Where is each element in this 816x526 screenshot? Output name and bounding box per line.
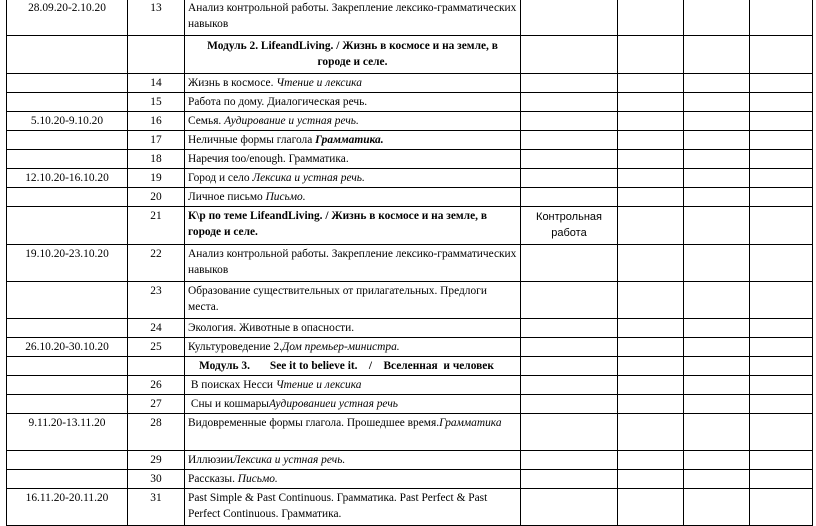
topic-activity: Чтение и лексика — [275, 379, 362, 391]
empty-cell — [618, 319, 684, 338]
topic-text: Рассказы. — [188, 473, 238, 485]
empty-cell — [684, 489, 750, 526]
lesson-number-cell: 20 — [128, 188, 185, 207]
empty-cell — [618, 357, 684, 376]
empty-cell — [750, 357, 813, 376]
topic-text: Анализ контрольной работы. Закрепление лексико-грамматических навыков — [188, 2, 517, 30]
topic-text: Анализ контрольной работы. Закрепление лексико-грамматических навыков — [188, 248, 517, 276]
lesson-number-cell: 30 — [128, 470, 185, 489]
control-cell — [521, 188, 618, 207]
empty-cell — [684, 74, 750, 93]
topic-cell — [185, 169, 521, 188]
topic-text: Иллюзии — [188, 454, 233, 466]
empty-cell — [684, 150, 750, 169]
empty-cell — [750, 489, 813, 526]
empty-cell — [750, 0, 813, 36]
empty-cell — [128, 36, 185, 74]
topic-cell — [185, 338, 521, 357]
control-cell — [521, 74, 618, 93]
topic-text: Экология. Животные в опасности. — [188, 322, 355, 334]
empty-cell — [750, 245, 813, 282]
empty-cell — [618, 150, 684, 169]
topic-text: Наречия too/enough. Грамматика. — [188, 153, 349, 165]
control-cell — [521, 150, 618, 169]
empty-cell — [618, 489, 684, 526]
control-cell — [521, 93, 618, 112]
empty-cell — [750, 470, 813, 489]
topic-activity: Лексика и устная речь. — [232, 454, 346, 466]
topic-activity: Лексика и устная речь. — [252, 172, 365, 184]
empty-cell — [750, 376, 813, 395]
topic-cell — [185, 319, 521, 338]
lesson-number-cell: 13 — [128, 0, 185, 36]
control-cell — [521, 282, 618, 319]
empty-cell — [684, 414, 750, 451]
empty-cell — [750, 188, 813, 207]
date-cell: 26.10.20-30.10.20 — [7, 338, 128, 357]
empty-cell — [618, 93, 684, 112]
table-row — [7, 470, 813, 489]
topic-cell — [185, 188, 521, 207]
lesson-number-cell: 19 — [128, 169, 185, 188]
empty-cell — [618, 0, 684, 36]
control-cell — [521, 338, 618, 357]
lesson-number-cell: 17 — [128, 131, 185, 150]
topic-text: Сны и кошмары — [188, 398, 269, 410]
lesson-number-cell: 21 — [128, 207, 185, 245]
empty-cell — [684, 207, 750, 245]
date-cell — [7, 470, 128, 489]
empty-cell — [750, 282, 813, 319]
control-cell — [521, 245, 618, 282]
table-row — [7, 376, 813, 395]
table-row — [7, 319, 813, 338]
topic-text: Жизнь в космосе. — [188, 77, 277, 89]
empty-cell — [684, 282, 750, 319]
empty-cell — [684, 131, 750, 150]
empty-cell — [618, 414, 684, 451]
control-cell — [521, 376, 618, 395]
lesson-plan-table — [6, 0, 813, 526]
topic-text: Город и село — [188, 172, 253, 184]
empty-cell — [750, 414, 813, 451]
topic-activity: Грамматика — [439, 417, 502, 429]
empty-cell — [618, 245, 684, 282]
topic-cell — [185, 489, 521, 526]
empty-cell — [684, 376, 750, 395]
topic-text: Культуроведение 2. — [188, 341, 282, 353]
topic-activity: Письмо. — [237, 473, 278, 485]
empty-cell — [618, 282, 684, 319]
date-cell — [7, 207, 128, 245]
table-row — [7, 338, 813, 357]
empty-cell — [618, 112, 684, 131]
topic-activity: Аудированиеи устная речь — [268, 398, 398, 410]
date-cell — [7, 395, 128, 414]
control-type-cell: Контрольная работа — [521, 207, 618, 245]
topic-text: Работа по дому. Диалогическая речь. — [188, 96, 368, 108]
module-title: Модуль 2. LifeandLiving. / Жизнь в космосе и на земле, в городе и селе. — [185, 36, 521, 74]
module-row — [7, 357, 813, 376]
date-cell — [7, 188, 128, 207]
empty-cell — [750, 338, 813, 357]
topic-text: Видовременные формы глагола. Прошедшее время. — [188, 417, 440, 429]
control-cell — [521, 319, 618, 338]
empty-cell — [684, 357, 750, 376]
empty-cell — [684, 169, 750, 188]
topic-cell — [185, 282, 521, 319]
empty-cell — [750, 150, 813, 169]
empty-cell — [684, 451, 750, 470]
lesson-number-cell: 23 — [128, 282, 185, 319]
lesson-number-cell: 24 — [128, 319, 185, 338]
topic-cell — [185, 451, 521, 470]
topic-cell — [185, 93, 521, 112]
control-cell — [521, 131, 618, 150]
topic-cell — [185, 74, 521, 93]
control-cell — [521, 489, 618, 526]
lesson-number-cell: 18 — [128, 150, 185, 169]
date-cell: 19.10.20-23.10.20 — [7, 245, 128, 282]
empty-cell — [7, 36, 128, 74]
control-cell — [521, 112, 618, 131]
empty-cell — [684, 0, 750, 36]
table-row — [7, 245, 813, 282]
topic-cell — [185, 131, 521, 150]
date-cell: 9.11.20-13.11.20 — [7, 414, 128, 451]
table-row — [7, 282, 813, 319]
control-cell — [521, 395, 618, 414]
empty-cell — [684, 112, 750, 131]
lesson-number-cell: 22 — [128, 245, 185, 282]
empty-cell — [521, 36, 618, 74]
lesson-number-cell: 16 — [128, 112, 185, 131]
table-row — [7, 188, 813, 207]
topic-text: Неличные формы глагола — [188, 134, 316, 146]
empty-cell — [750, 112, 813, 131]
empty-cell — [750, 319, 813, 338]
date-cell — [7, 150, 128, 169]
date-cell: 12.10.20-16.10.20 — [7, 169, 128, 188]
topic-text: Семья. — [188, 115, 225, 127]
date-cell: 28.09.20-2.10.20 — [7, 0, 128, 36]
module-row — [7, 36, 813, 74]
empty-cell — [684, 395, 750, 414]
empty-cell — [7, 357, 128, 376]
empty-cell — [521, 357, 618, 376]
table-row — [7, 489, 813, 526]
topic-cell — [185, 470, 521, 489]
empty-cell — [618, 131, 684, 150]
control-cell — [521, 414, 618, 451]
topic-cell — [185, 414, 521, 451]
topic-text: Past Simple & Past Continuous. Грамматика. Past Perfect & Past Perfect Continuous. Грамматика. — [188, 492, 488, 520]
empty-cell — [750, 93, 813, 112]
topic-activity: Письмо. — [265, 191, 306, 203]
empty-cell — [684, 36, 750, 74]
date-cell — [7, 451, 128, 470]
lesson-number-cell: 28 — [128, 414, 185, 451]
table-row — [7, 451, 813, 470]
empty-cell — [684, 338, 750, 357]
lesson-number-cell: 15 — [128, 93, 185, 112]
topic-text: Личное письмо — [188, 191, 266, 203]
table-row — [7, 74, 813, 93]
table-row — [7, 169, 813, 188]
empty-cell — [750, 169, 813, 188]
date-cell: 16.11.20-20.11.20 — [7, 489, 128, 526]
table-row — [7, 414, 813, 451]
topic-cell — [185, 150, 521, 169]
lesson-number-cell: 26 — [128, 376, 185, 395]
empty-cell — [684, 245, 750, 282]
empty-cell — [684, 470, 750, 489]
date-cell — [7, 319, 128, 338]
topic-cell — [185, 0, 521, 36]
empty-cell — [750, 131, 813, 150]
lesson-number-cell: 27 — [128, 395, 185, 414]
empty-cell — [618, 376, 684, 395]
topic-text: Образование существительных от прилагательных. Предлоги места. — [188, 285, 487, 313]
topic-cell — [185, 245, 521, 282]
control-cell — [521, 451, 618, 470]
control-cell — [521, 470, 618, 489]
lesson-number-cell: 29 — [128, 451, 185, 470]
empty-cell — [128, 357, 185, 376]
date-cell — [7, 282, 128, 319]
empty-cell — [618, 188, 684, 207]
empty-cell — [684, 188, 750, 207]
empty-cell — [684, 93, 750, 112]
empty-cell — [750, 451, 813, 470]
topic-activity: Грамматика. — [315, 134, 384, 146]
topic-cell — [185, 112, 521, 131]
empty-cell — [618, 470, 684, 489]
table-row — [7, 131, 813, 150]
table-row — [7, 0, 813, 36]
topic-activity: Дом премьер-министра. — [282, 341, 400, 353]
topic-activity: Чтение и лексика — [276, 77, 362, 89]
empty-cell — [618, 36, 684, 74]
empty-cell — [750, 36, 813, 74]
empty-cell — [750, 395, 813, 414]
test-topic-cell: К\р по теме LifeandLiving. / Жизнь в космосе и на земле, в городе и селе. — [185, 207, 521, 245]
topic-cell — [185, 376, 521, 395]
table-row — [7, 93, 813, 112]
control-cell — [521, 169, 618, 188]
table-row — [7, 150, 813, 169]
empty-cell — [618, 338, 684, 357]
topic-cell — [185, 395, 521, 414]
date-cell — [7, 74, 128, 93]
empty-cell — [750, 207, 813, 245]
date-cell — [7, 93, 128, 112]
table-row — [7, 395, 813, 414]
lesson-number-cell: 31 — [128, 489, 185, 526]
topic-text: В поисках Несси — [188, 379, 276, 391]
topic-activity: Аудирование и устная речь. — [224, 115, 359, 127]
empty-cell — [618, 395, 684, 414]
empty-cell — [618, 451, 684, 470]
empty-cell — [618, 207, 684, 245]
lesson-number-cell: 14 — [128, 74, 185, 93]
empty-cell — [618, 74, 684, 93]
empty-cell — [618, 169, 684, 188]
date-cell — [7, 376, 128, 395]
date-cell: 5.10.20-9.10.20 — [7, 112, 128, 131]
date-cell — [7, 131, 128, 150]
module-title: Модуль 3. See it to believe it. / Вселенная и человек — [185, 357, 521, 376]
table-row — [7, 112, 813, 131]
lesson-number-cell: 25 — [128, 338, 185, 357]
empty-cell — [750, 74, 813, 93]
table-row — [7, 207, 813, 245]
empty-cell — [684, 319, 750, 338]
control-cell — [521, 0, 618, 36]
